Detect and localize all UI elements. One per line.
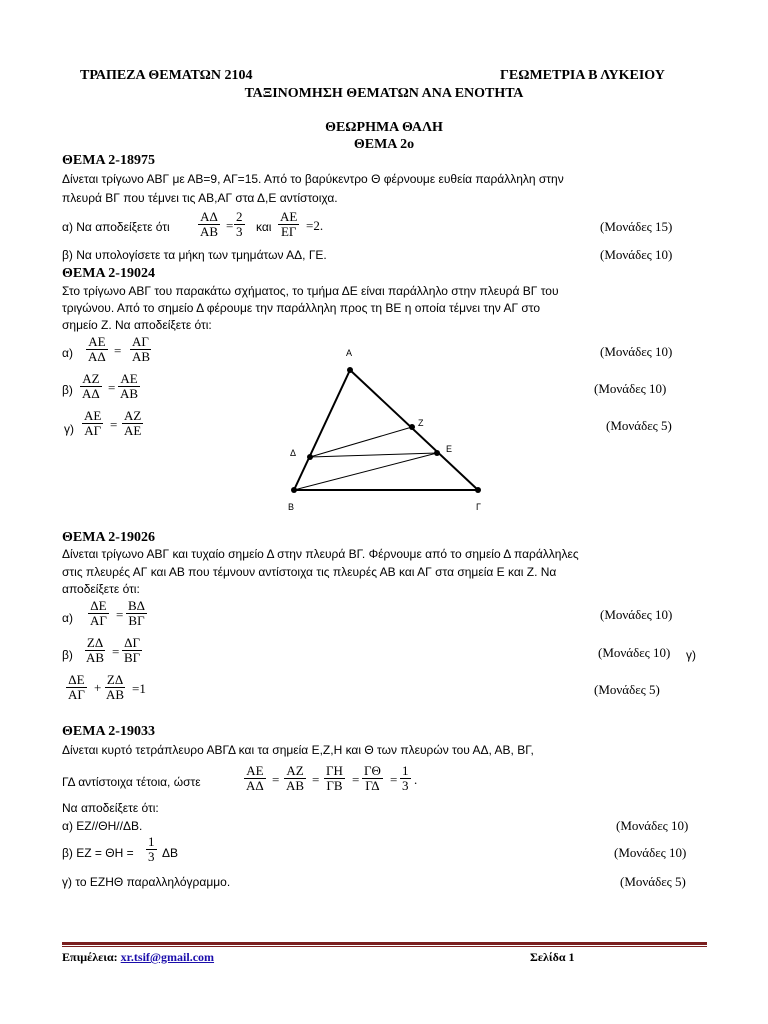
q3-c-frac-2: $\frac{Z\Delta}{AB}$ xyxy=(106,672,125,702)
q1-line1: Δίνεται τρίγωνο ΑΒΓ με ΑΒ=9, ΑΓ=15. Από το βαρύκεντρο Θ φέρνουμε ευθεία παράλληλη στην xyxy=(62,172,564,186)
q2-title: ΘΕΜΑ 2-19024 xyxy=(62,266,155,281)
q4-ratio-5: $\frac{1}{3}$ xyxy=(402,763,409,793)
q3-b-frac-1: $\frac{Z\Delta}{AB}$ xyxy=(86,635,105,665)
q3-a-frac-2: $\frac{B\Delta}{B\Gamma}$ xyxy=(128,598,146,628)
footer-divider xyxy=(62,942,707,945)
q2-c-eq: = xyxy=(110,417,118,432)
point-b xyxy=(291,487,297,493)
label-a: Α xyxy=(346,348,353,358)
q3-b-frac-2: $\frac{\Delta\Gamma}{B\Gamma}$ xyxy=(124,635,141,665)
q2-a-marks: (Μονάδες 10) xyxy=(600,344,673,359)
q3-a-label: α) xyxy=(62,611,73,625)
q4-line1: Δίνεται κυρτό τετράπλευρο ΑΒΓΔ και τα σημεία Ε,Ζ,Η και Θ των πλευρών του ΑΔ, ΑΒ, ΒΓ, xyxy=(62,743,534,757)
q4-title: ΘΕΜΑ 2-19033 xyxy=(62,724,155,739)
subsection-title: ΘΕΜΑ 2ο xyxy=(353,137,415,152)
q3-a-eq: = xyxy=(116,607,124,622)
q2-a-frac-1: $\frac{AE}{A\Delta}$ xyxy=(88,334,106,364)
q3-a-frac-1: $\frac{\Delta E}{A\Gamma}$ xyxy=(90,598,107,628)
footer-label: Επιμέλεια: xyxy=(62,950,118,964)
q3-title: ΘΕΜΑ 2-19026 xyxy=(62,530,155,545)
header-subtitle: ΤΑΞΙΝΟΜΗΣΗ ΘΕΜΑΤΩΝ ΑΝΑ ΕΝΟΤΗΤΑ xyxy=(244,86,524,101)
q1-frac-1: $\frac{A\Delta}{AB}$ xyxy=(200,209,219,239)
header-left: ΤΡΑΠΕΖΑ ΘΕΜΑΤΩΝ 2104 xyxy=(80,68,253,83)
q3-b-label: β) xyxy=(62,648,73,662)
q2-c-marks: (Μονάδες 5) xyxy=(606,418,672,433)
q3-c-tail: =1 xyxy=(132,681,146,696)
footer-credit xyxy=(62,950,214,965)
label-z: Ζ xyxy=(418,418,424,428)
q1-a-tail: =2. xyxy=(306,218,324,233)
point-z xyxy=(409,424,415,430)
q3-line1: Δίνεται τρίγωνο ΑΒΓ και τυχαίο σημείο Δ στην πλευρά ΒΓ. Φέρνουμε από το σημείο Δ παράλληλες xyxy=(62,547,579,561)
q3-c-frac-1: $\frac{\Delta E}{A\Gamma}$ xyxy=(68,672,85,702)
q1-line2: πλευρά ΒΓ που τέμνει τις ΑΒ,ΑΓ στα Δ,Ε αντίστοιχα. xyxy=(62,191,338,205)
q1-eq: = xyxy=(226,218,234,233)
q3-b-eq: = xyxy=(112,644,120,659)
q4-b-prefix: β) ΕΖ = ΘΗ = xyxy=(62,846,134,860)
q4-b-frac: $\frac{1}{3}$ xyxy=(148,834,155,864)
q4-ratio-4: $\frac{\Gamma\Theta}{\Gamma\Delta}$ xyxy=(364,763,381,793)
q3-c-label: γ) xyxy=(686,648,696,662)
q1-a-marks: (Μονάδες 15) xyxy=(600,219,673,234)
q4-eq-1: = xyxy=(272,772,280,787)
q2-a-eq: = xyxy=(114,343,122,358)
q2-a-label: α) xyxy=(62,346,73,360)
q4-prove: Να αποδείξετε ότι: xyxy=(62,801,159,815)
q2-line2: τριγώνου. Από το σημείο Δ φέρουμε την παράλληλη προς τη ΒΕ η οποία τέμνει την ΑΓ στο xyxy=(62,301,541,315)
q1-a-prefix: α) Να αποδείξετε ότι xyxy=(62,220,170,234)
q1-frac-2: $\frac{2}{3}$ xyxy=(236,209,243,239)
point-a xyxy=(347,367,353,373)
label-d: Δ xyxy=(290,448,297,458)
label-e: Ε xyxy=(446,444,453,454)
q2-c-label: γ) xyxy=(64,422,74,436)
q4-ratio-3: $\frac{\Gamma H}{\Gamma B}$ xyxy=(326,763,343,793)
q4-dot: . xyxy=(414,772,418,787)
q4-ratio-2: $\frac{AZ}{AB}$ xyxy=(286,763,305,793)
q1-and: και xyxy=(256,220,272,234)
q3-c-plus: + xyxy=(94,680,102,695)
q2-b-marks: (Μονάδες 10) xyxy=(594,381,667,396)
q4-eq-2: = xyxy=(312,772,320,787)
segment-be xyxy=(294,453,437,490)
q4-eq-4: = xyxy=(390,772,398,787)
q3-a-marks: (Μονάδες 10) xyxy=(600,607,673,622)
q4-line2-prefix: ΓΔ αντίστοιχα τέτοια, ώστε xyxy=(62,775,201,789)
q3-c-marks: (Μονάδες 5) xyxy=(594,682,660,697)
q4-eq-3: = xyxy=(352,772,360,787)
q2-b-frac-1: $\frac{AZ}{A\Delta}$ xyxy=(82,371,100,401)
q3-line2: στις πλευρές ΑΓ και ΑΒ που τέμνουν αντίστοιχα τις πλευρές ΑΒ και ΑΓ στα σημεία Ε και Ζ. Να xyxy=(62,565,557,579)
q4-ratio-1: $\frac{AE}{A\Delta}$ xyxy=(246,763,264,793)
q2-b-label: β) xyxy=(62,383,73,397)
q2-b-frac-2: $\frac{AE}{AB}$ xyxy=(120,371,139,401)
point-e xyxy=(434,450,440,456)
q3-b-marks: (Μονάδες 10) xyxy=(598,645,671,660)
q2-c-frac-1: $\frac{AE}{A\Gamma}$ xyxy=(84,408,102,438)
triangle-figure xyxy=(280,340,500,520)
q3-line3: αποδείξετε ότι: xyxy=(62,582,140,596)
q1-b-text: β) Να υπολογίσετε τα μήκη των τμημάτων ΑΔ, ΓΕ. xyxy=(62,248,327,262)
q1-title: ΘΕΜΑ 2-18975 xyxy=(62,153,155,168)
q2-line3: σημείο Ζ. Να αποδείξετε ότι: xyxy=(62,318,212,332)
q2-c-frac-2: $\frac{AZ}{AE}$ xyxy=(124,408,142,438)
q2-a-frac-2: $\frac{A\Gamma}{AB}$ xyxy=(132,335,151,364)
header-right: ΓΕΩΜΕΤΡΙΑ Β ΛΥΚΕΙΟΥ xyxy=(500,68,665,83)
point-d xyxy=(307,454,313,460)
side-ag xyxy=(350,370,478,490)
q1-b-marks: (Μονάδες 10) xyxy=(600,247,673,262)
segment-de xyxy=(310,453,437,457)
label-g: Γ xyxy=(476,502,481,512)
footer-page-number: Σελίδα 1 xyxy=(530,950,575,964)
label-b: Β xyxy=(288,502,295,512)
side-ab xyxy=(294,370,350,490)
point-g xyxy=(475,487,481,493)
q1-frac-3: $\frac{AE}{E\Gamma}$ xyxy=(280,209,298,239)
q2-line1: Στο τρίγωνο ΑΒΓ του παρακάτω σχήματος, το τμήμα ΔΕ είναι παράλληλο στην πλευρά ΒΓ του xyxy=(62,284,559,298)
footer-email-link[interactable]: xr.tsif@gmail.com xyxy=(120,950,215,964)
q4-c-marks: (Μονάδες 5) xyxy=(620,874,686,889)
footer-divider-thin xyxy=(62,946,707,947)
segment-dz xyxy=(310,427,412,457)
q4-a-marks: (Μονάδες 10) xyxy=(616,818,689,833)
q4-b-tail: ΔΒ xyxy=(162,846,179,860)
q4-b-marks: (Μονάδες 10) xyxy=(614,845,687,860)
section-title: ΘΕΩΡΗΜΑ ΘΑΛΗ xyxy=(325,120,443,135)
q4-a-text: α) ΕΖ//ΘΗ//ΔΒ. xyxy=(62,819,143,833)
q4-c-text: γ) το ΕΖΗΘ παραλληλόγραμμο. xyxy=(62,875,231,889)
q2-b-eq: = xyxy=(108,380,116,395)
